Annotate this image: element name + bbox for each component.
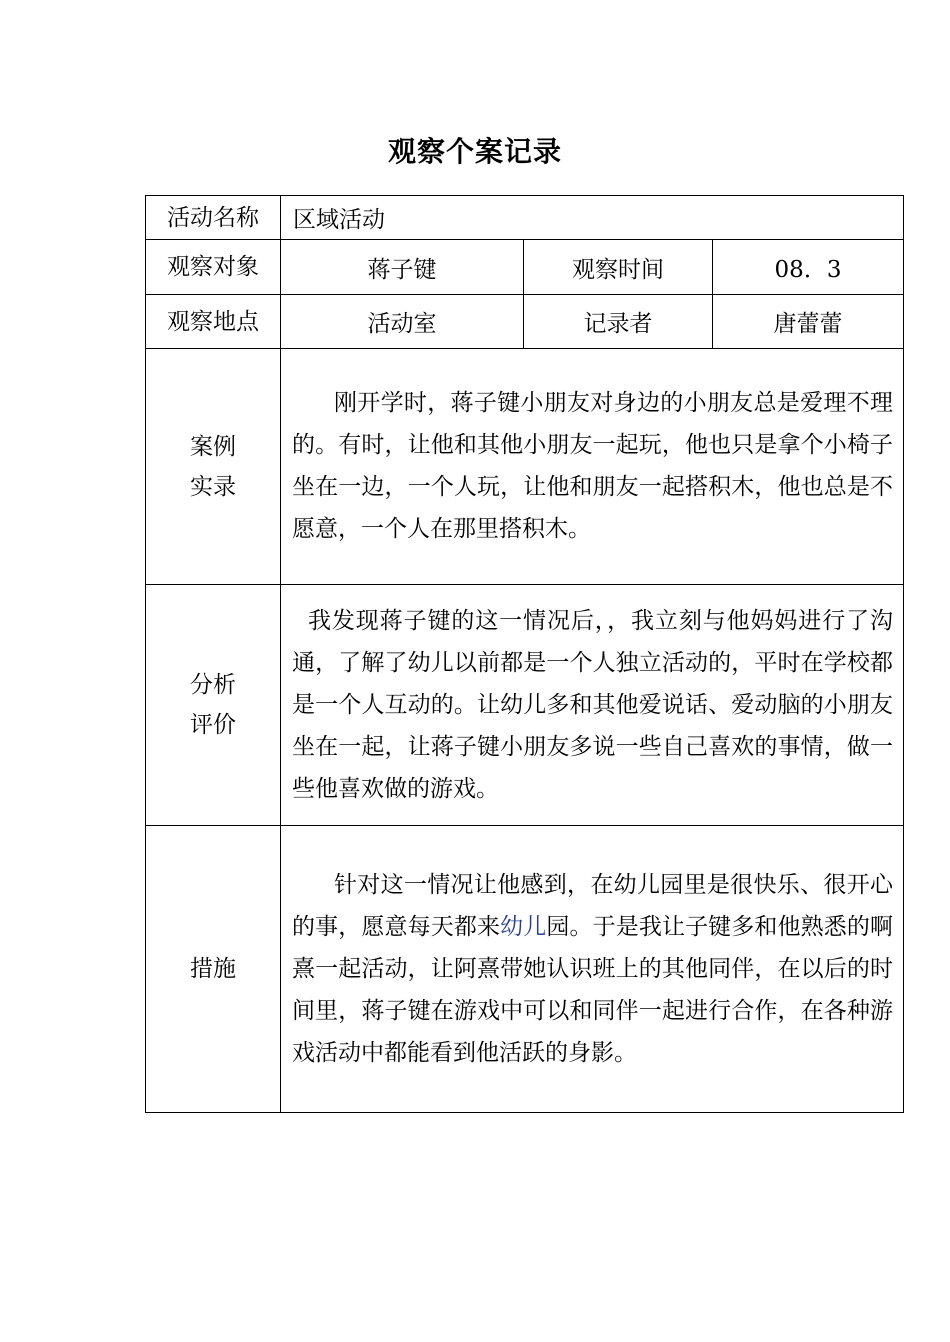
- case-record-label-line1: 案例: [190, 433, 236, 460]
- row-place-recorder: [146, 295, 904, 349]
- case-record-text: 刚开学时，蒋子键小朋友对身边的小朋友总是爱理不理的。有时，让他和其他小朋友一起玩，他也只是拿个小椅子坐在一边，一个人玩，让他和朋友一起搭积木，他也总是不愿意，一个人在那里搭积木。: [292, 389, 893, 542]
- subject-value: 蒋子键: [281, 240, 524, 295]
- measures-text-part2: 园。于是我让子键多和他熟悉的啊熹一起活动，让阿熹带她认识班上的其他同伴，在以后的时间里，蒋子键在游戏中可以和同伴一起进行合作，在各种游戏活动中都能看到他活跃的身影。: [292, 914, 894, 1066]
- measures-text-part1: 针对这一情况让他感到，在幼儿园里是很快乐、很开心的事，愿意每天都来: [292, 872, 893, 940]
- place-label: 观察地点: [146, 295, 281, 349]
- case-record-label-line2: 实录: [190, 473, 236, 500]
- subject-label: 观察对象: [146, 240, 281, 295]
- place-value: 活动室: [281, 295, 524, 349]
- measures-label: 措施: [146, 826, 281, 1113]
- activity-name-label: 活动名称: [146, 196, 281, 240]
- row-case-record: [146, 349, 904, 585]
- analysis-label-line2: 评价: [190, 712, 236, 738]
- time-label: 观察时间: [524, 240, 713, 295]
- analysis-text-cell: [281, 585, 904, 826]
- analysis-label-line1: 分析: [190, 672, 236, 698]
- activity-name-value: 区域活动: [281, 196, 904, 240]
- row-analysis: [146, 585, 904, 826]
- observation-table: [145, 195, 904, 1113]
- case-record-label: [146, 349, 281, 585]
- time-value: 08．3: [713, 240, 904, 295]
- case-record-text-cell: [281, 349, 904, 585]
- row-subject-time: [146, 240, 904, 295]
- row-measures: [146, 826, 904, 1113]
- page-title: 观察个案记录: [387, 135, 562, 168]
- measures-text-cell: [281, 826, 904, 1113]
- recorder-value: 唐蕾蕾: [713, 295, 904, 349]
- measures-text-highlight: 幼儿: [500, 914, 547, 940]
- analysis-label: [146, 585, 281, 826]
- measures-text: [292, 864, 893, 1074]
- recorder-label: 记录者: [524, 295, 713, 349]
- analysis-text: 我发现蒋子键的这一情况后，，我立刻与他妈妈进行了沟通，了解了幼儿以前都是一个人独立活动的，平时在学校都是一个人互动的。让幼儿多和其他爱说话、爱动脑的小朋友坐在一起，让蒋子键小朋友多说一些自己喜欢的事情，做一些他喜欢做的游戏。: [292, 608, 893, 802]
- row-activity-name: [146, 196, 904, 240]
